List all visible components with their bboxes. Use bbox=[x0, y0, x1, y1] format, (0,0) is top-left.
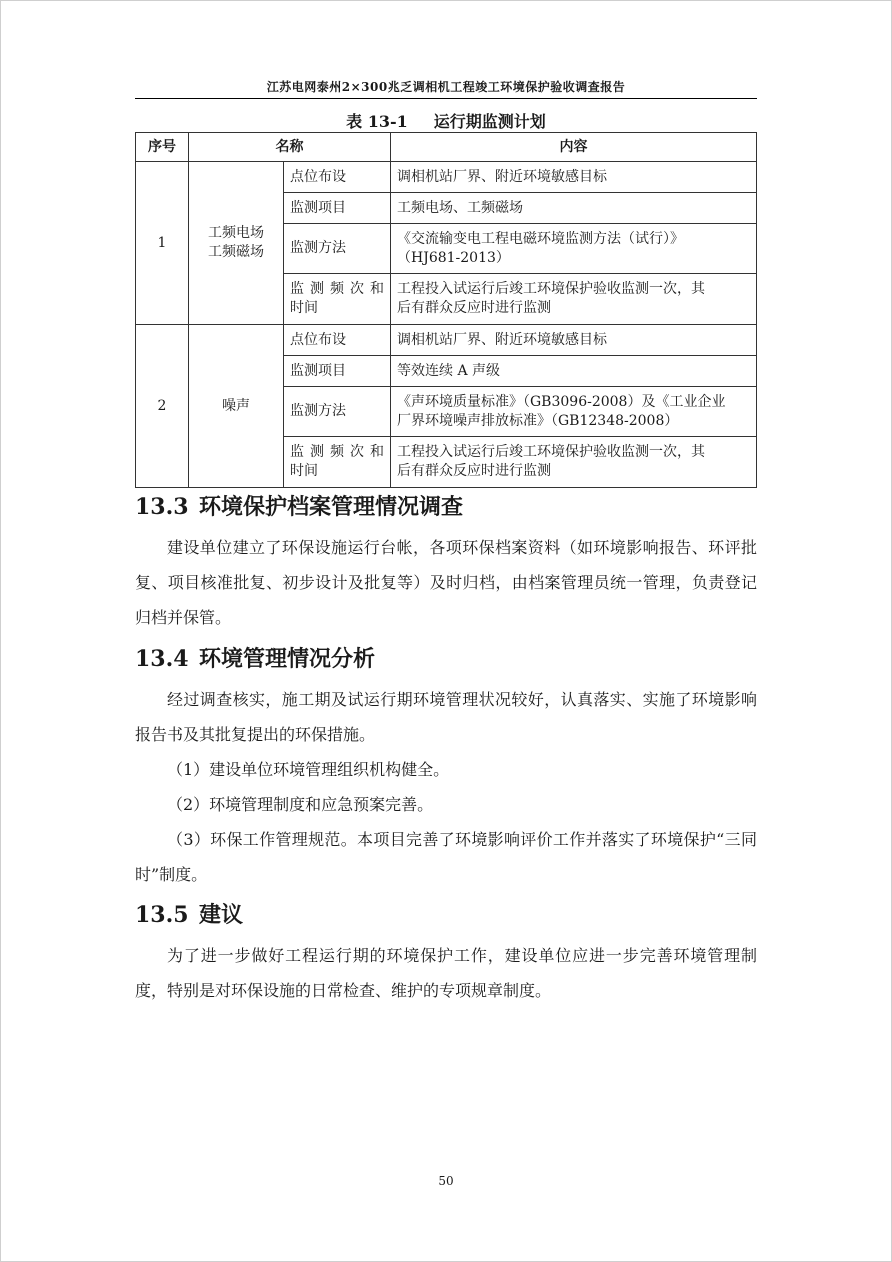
table-row bbox=[136, 162, 757, 193]
row-content bbox=[391, 387, 757, 437]
header-rule bbox=[135, 98, 757, 99]
content-line: 厂界环境噪声排放标准》（GB12348-2008） bbox=[397, 412, 679, 429]
row-name-line: 工频磁场 bbox=[208, 244, 264, 260]
table-number: 表 13-1 bbox=[346, 112, 408, 131]
section-title: 环境保护档案管理情况调查 bbox=[199, 494, 464, 520]
row-content: 等效连续 A 声级 bbox=[391, 356, 757, 387]
col-header-seq: 序号 bbox=[136, 133, 189, 162]
list-item: （3）环保工作管理规范。本项目完善了环境影响评价工作并落实了环境保护“三同时”制度。 bbox=[135, 830, 757, 884]
row-content bbox=[391, 437, 757, 488]
section-title: 环境管理情况分析 bbox=[199, 646, 376, 672]
content-line: 工程投入试运行后竣工环境保护验收监测一次，其 bbox=[397, 444, 705, 460]
section-number: 13.5 bbox=[135, 902, 189, 928]
content-line: 工程投入试运行后竣工环境保护验收监测一次，其 bbox=[397, 281, 705, 297]
content-line: 后有群众反应时进行监测 bbox=[397, 463, 551, 479]
section-heading-13-3 bbox=[135, 490, 463, 521]
list-item: （2）环境管理制度和应急预案完善。 bbox=[167, 795, 434, 814]
row-content: 工频电场、工频磁场 bbox=[391, 193, 757, 224]
monitoring-plan-table bbox=[135, 132, 757, 488]
row-content bbox=[391, 224, 757, 274]
table-caption bbox=[135, 109, 757, 132]
row-content: 调相机站厂界、附近环境敏感目标 bbox=[391, 325, 757, 356]
item-line: 时间 bbox=[290, 463, 318, 479]
list-item: （1）建设单位环境管理组织机构健全。 bbox=[167, 760, 450, 779]
section-paragraph: 为了进一步做好工程运行期的环境保护工作，建设单位应进一步完善环境管理制度，特别是对环保设施的日常检查、维护的专项规章制度。 bbox=[135, 946, 757, 1000]
row-seq: 2 bbox=[136, 325, 189, 488]
row-seq: 1 bbox=[136, 162, 189, 325]
content-line: 《声环境质量标准》（GB3096-2008）及《工业企业 bbox=[397, 393, 726, 410]
row-content bbox=[391, 274, 757, 325]
table-header-row bbox=[136, 133, 757, 162]
section-heading-13-5 bbox=[135, 898, 243, 929]
item-line: 时间 bbox=[290, 300, 318, 316]
col-header-name: 名称 bbox=[189, 133, 391, 162]
section-title: 建议 bbox=[199, 902, 244, 928]
row-item bbox=[284, 274, 391, 325]
row-item bbox=[284, 437, 391, 488]
report-header: 江苏电网泰州2×300兆乏调相机工程竣工环境保护验收调查报告 bbox=[266, 80, 626, 94]
item-line: 监测频次和 bbox=[290, 281, 384, 297]
row-item: 监测方法 bbox=[284, 387, 391, 437]
row-name: 噪声 bbox=[189, 325, 284, 488]
item-line: 监测频次和 bbox=[290, 444, 384, 460]
section-paragraph: 建设单位建立了环保设施运行台帐，各项环保档案资料（如环境影响报告、环评批复、项目核准批复、初步设计及批复等）及时归档，由档案管理员统一管理，负责登记归档并保管。 bbox=[135, 538, 757, 627]
col-header-content: 内容 bbox=[391, 133, 757, 162]
section-number: 13.4 bbox=[135, 646, 189, 672]
section-heading-13-4 bbox=[135, 642, 375, 673]
content-line: （HJ681-2013） bbox=[397, 249, 510, 266]
row-item: 监测方法 bbox=[284, 224, 391, 274]
row-item: 点位布设 bbox=[284, 325, 391, 356]
content-line: 《交流输变电工程电磁环境监测方法（试行）》 bbox=[397, 230, 684, 247]
row-name-line: 工频电场 bbox=[208, 225, 264, 241]
row-item: 监测项目 bbox=[284, 356, 391, 387]
row-content: 调相机站厂界、附近环境敏感目标 bbox=[391, 162, 757, 193]
table-title: 运行期监测计划 bbox=[433, 112, 546, 131]
section-number: 13.3 bbox=[135, 494, 189, 520]
row-name bbox=[189, 162, 284, 325]
section-paragraph: 经过调查核实，施工期及试运行期环境管理状况较好，认真落实、实施了环境影响报告书及其批复提出的环保措施。 bbox=[135, 690, 757, 744]
page-number: 50 bbox=[438, 1174, 454, 1188]
content-line: 后有群众反应时进行监测 bbox=[397, 300, 551, 316]
table-row bbox=[136, 325, 757, 356]
row-item: 监测项目 bbox=[284, 193, 391, 224]
row-item: 点位布设 bbox=[284, 162, 391, 193]
